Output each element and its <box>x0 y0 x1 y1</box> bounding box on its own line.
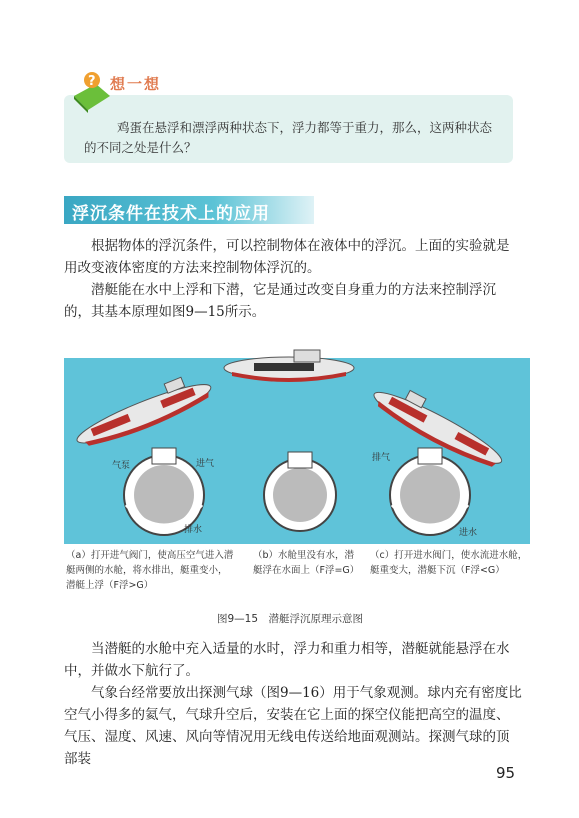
page-number: 95 <box>496 764 516 782</box>
paragraph-2: 潜艇能在水中上浮和下潜，它是通过改变自身重力的方法来控制浮沉的，其基本原理如图9—15所示。 <box>64 282 496 320</box>
paragraph-3: 当潜艇的水舱中充入适量的水时，浮力和重力相等，潜艇就能悬浮在水中，并做水下航行了。 <box>64 641 510 679</box>
label-air-in: 进气 <box>196 459 215 469</box>
caption-a: （a）打开进气阀门，使高压空气进入潜艇两侧的水舱，将水排出，艇重变小，潜艇上浮（F浮>G） <box>66 550 234 591</box>
caption-b: （b）水舱里没有水，潜艇浮在水面上（F浮=G） <box>253 550 360 576</box>
cross-section-b <box>264 452 336 531</box>
label-exhaust: 排气 <box>372 453 391 463</box>
caption-c: （c）打开进水阀门，使水流进水舱，艇重变大，潜艇下沉（F浮<G） <box>370 550 528 576</box>
think-text: 鸡蛋在悬浮和漂浮两种状态下，浮力都等于重力，那么，这两种状态的不同之处是什么？ <box>84 120 493 155</box>
svg-text:?: ? <box>88 74 96 89</box>
label-water-in: 进水 <box>459 528 478 538</box>
submarine-illustration <box>64 330 534 546</box>
section-title: 浮沉条件在技术上的应用 <box>72 204 270 224</box>
submarine-surface <box>224 350 354 382</box>
cross-section-a <box>124 448 204 535</box>
book-question-icon <box>70 66 112 114</box>
figure-title: 图9—15 潜艇浮沉原理示意图 <box>217 613 364 625</box>
submarine-rising <box>70 368 216 454</box>
think-title: 想一想 <box>110 75 162 93</box>
paragraph-4: 气象台经常要放出探测气球（图9—16）用于气象观测。球内充有密度比空气小得多的氦气，气球升空后，安装在它上面的探空仪能把高空的温度、气压、湿度、风速、风向等情况用无线电传送给地面观测站。探测气球的顶部装 <box>64 685 522 767</box>
label-drain: 排水 <box>184 525 203 535</box>
cross-section-c <box>390 448 470 535</box>
paragraph-1: 根据物体的浮沉条件，可以控制物体在液体中的浮沉。上面的实验就是用改变液体密度的方法来控制物体浮沉的。 <box>64 238 510 276</box>
label-air-pump: 气泵 <box>112 461 131 471</box>
